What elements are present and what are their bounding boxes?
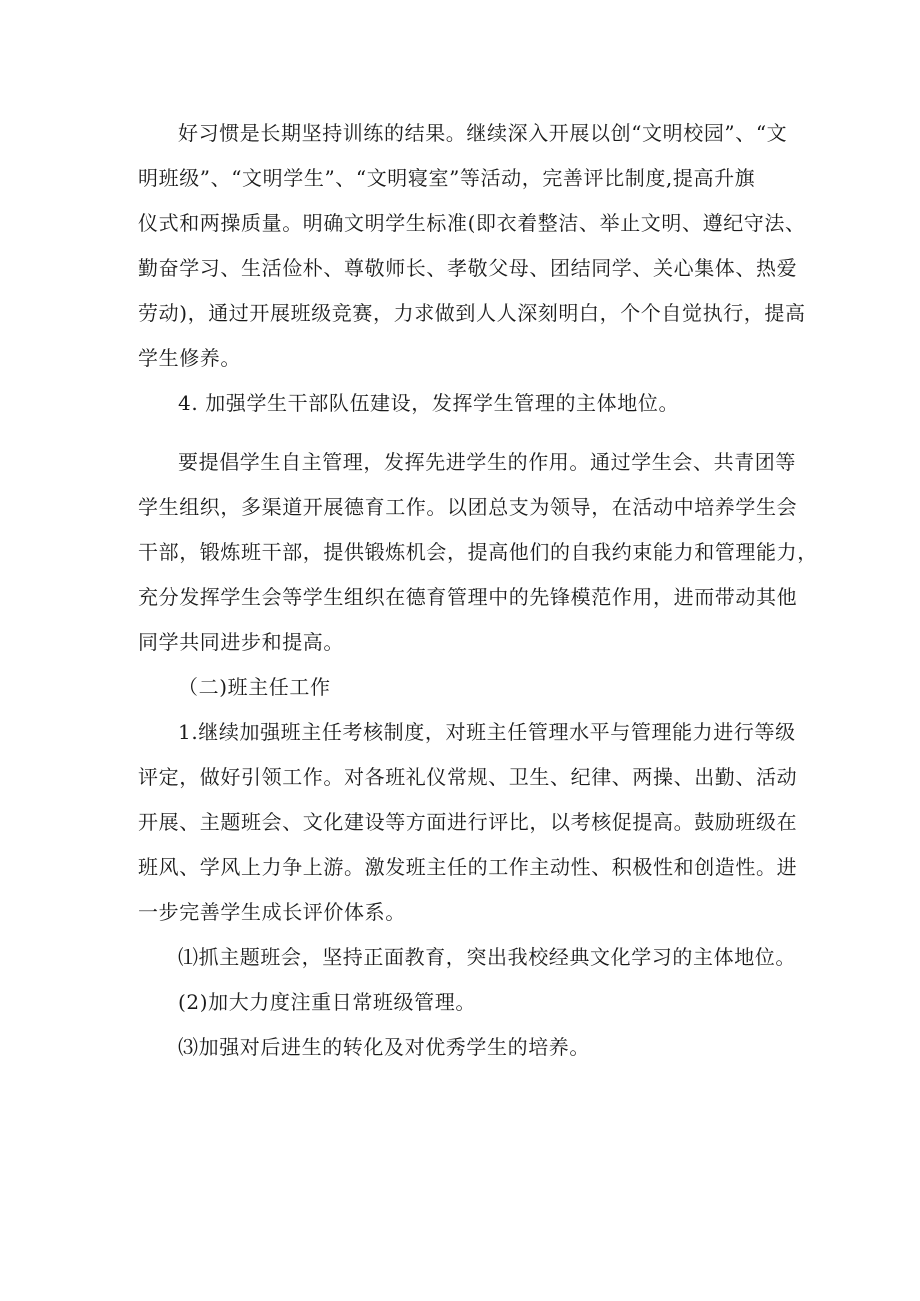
document-page (138, 111, 818, 1070)
text-line: 评定，做好引领工作。对各班礼仪常规、卫生、纪律、两操、出勤、活动 (138, 765, 798, 789)
paragraph-good-habits (138, 111, 806, 381)
list-item-daily-class-management: (2)加大力度注重日常班级管理。 (178, 990, 476, 1014)
text-line: 一步完善学生成长评价体系。 (138, 900, 406, 924)
list-item-student-development: ⑶加强对后进生的转化及对优秀学生的培养。 (178, 1035, 590, 1059)
text-line: 开展、主题班会、文化建设等方面进行评比，以考核促提高。鼓励班级在 (138, 810, 798, 834)
text-line: 明班级”、“文明学生”、“文明寝室”等活动，完善评比制度,提高升旗 (138, 166, 756, 190)
text-line: 干部，锻炼班干部，提供锻炼机会，提高他们的自我约束能力和管理能力， (138, 540, 818, 564)
paragraph-head-teacher-assessment (138, 710, 798, 935)
text-line: 充分发挥学生会等学生组织在德育管理中的先锋模范作用，进而带动其他 (138, 585, 798, 609)
text-line: 1.继续加强班主任考核制度，对班主任管理水平与管理能力进行等级 (178, 720, 796, 744)
section-heading-head-teacher-work: （二)班主任工作 (178, 675, 331, 699)
text-line: 班风、学风上力争上游。激发班主任的工作主动性、积极性和创造性。进 (138, 855, 798, 879)
paragraph-student-self-management (138, 440, 818, 665)
list-item-theme-class-meeting: ⑴抓主题班会，坚持正面教育，突出我校经典文化学习的主体地位。 (178, 945, 796, 969)
text-line: 劳动)，通过开展班级竞赛，力求做到人人深刻明白，个个自觉执行，提高 (138, 301, 806, 325)
text-line: 好习惯是长期坚持训练的结果。继续深入开展以创“文明校园”、“文 (178, 121, 788, 145)
text-line: 仪式和两操质量。明确文明学生标准(即衣着整洁、举止文明、遵纪守法、 (138, 211, 806, 235)
text-line: 要提倡学生自主管理，发挥先进学生的作用。通过学生会、共青团等 (178, 450, 796, 474)
text-line: 学生修养。 (138, 346, 241, 370)
text-line: 学生组织，多渠道开展德育工作。以团总支为领导，在活动中培养学生会 (138, 495, 798, 519)
text-line: 勤奋学习、生活俭朴、尊敬师长、孝敬父母、团结同学、关心集体、热爱 (138, 256, 798, 280)
heading-student-cadres: 4. 加强学生干部队伍建设，发挥学生管理的主体地位。 (178, 391, 680, 415)
text-line: 同学共同进步和提高。 (138, 630, 344, 654)
